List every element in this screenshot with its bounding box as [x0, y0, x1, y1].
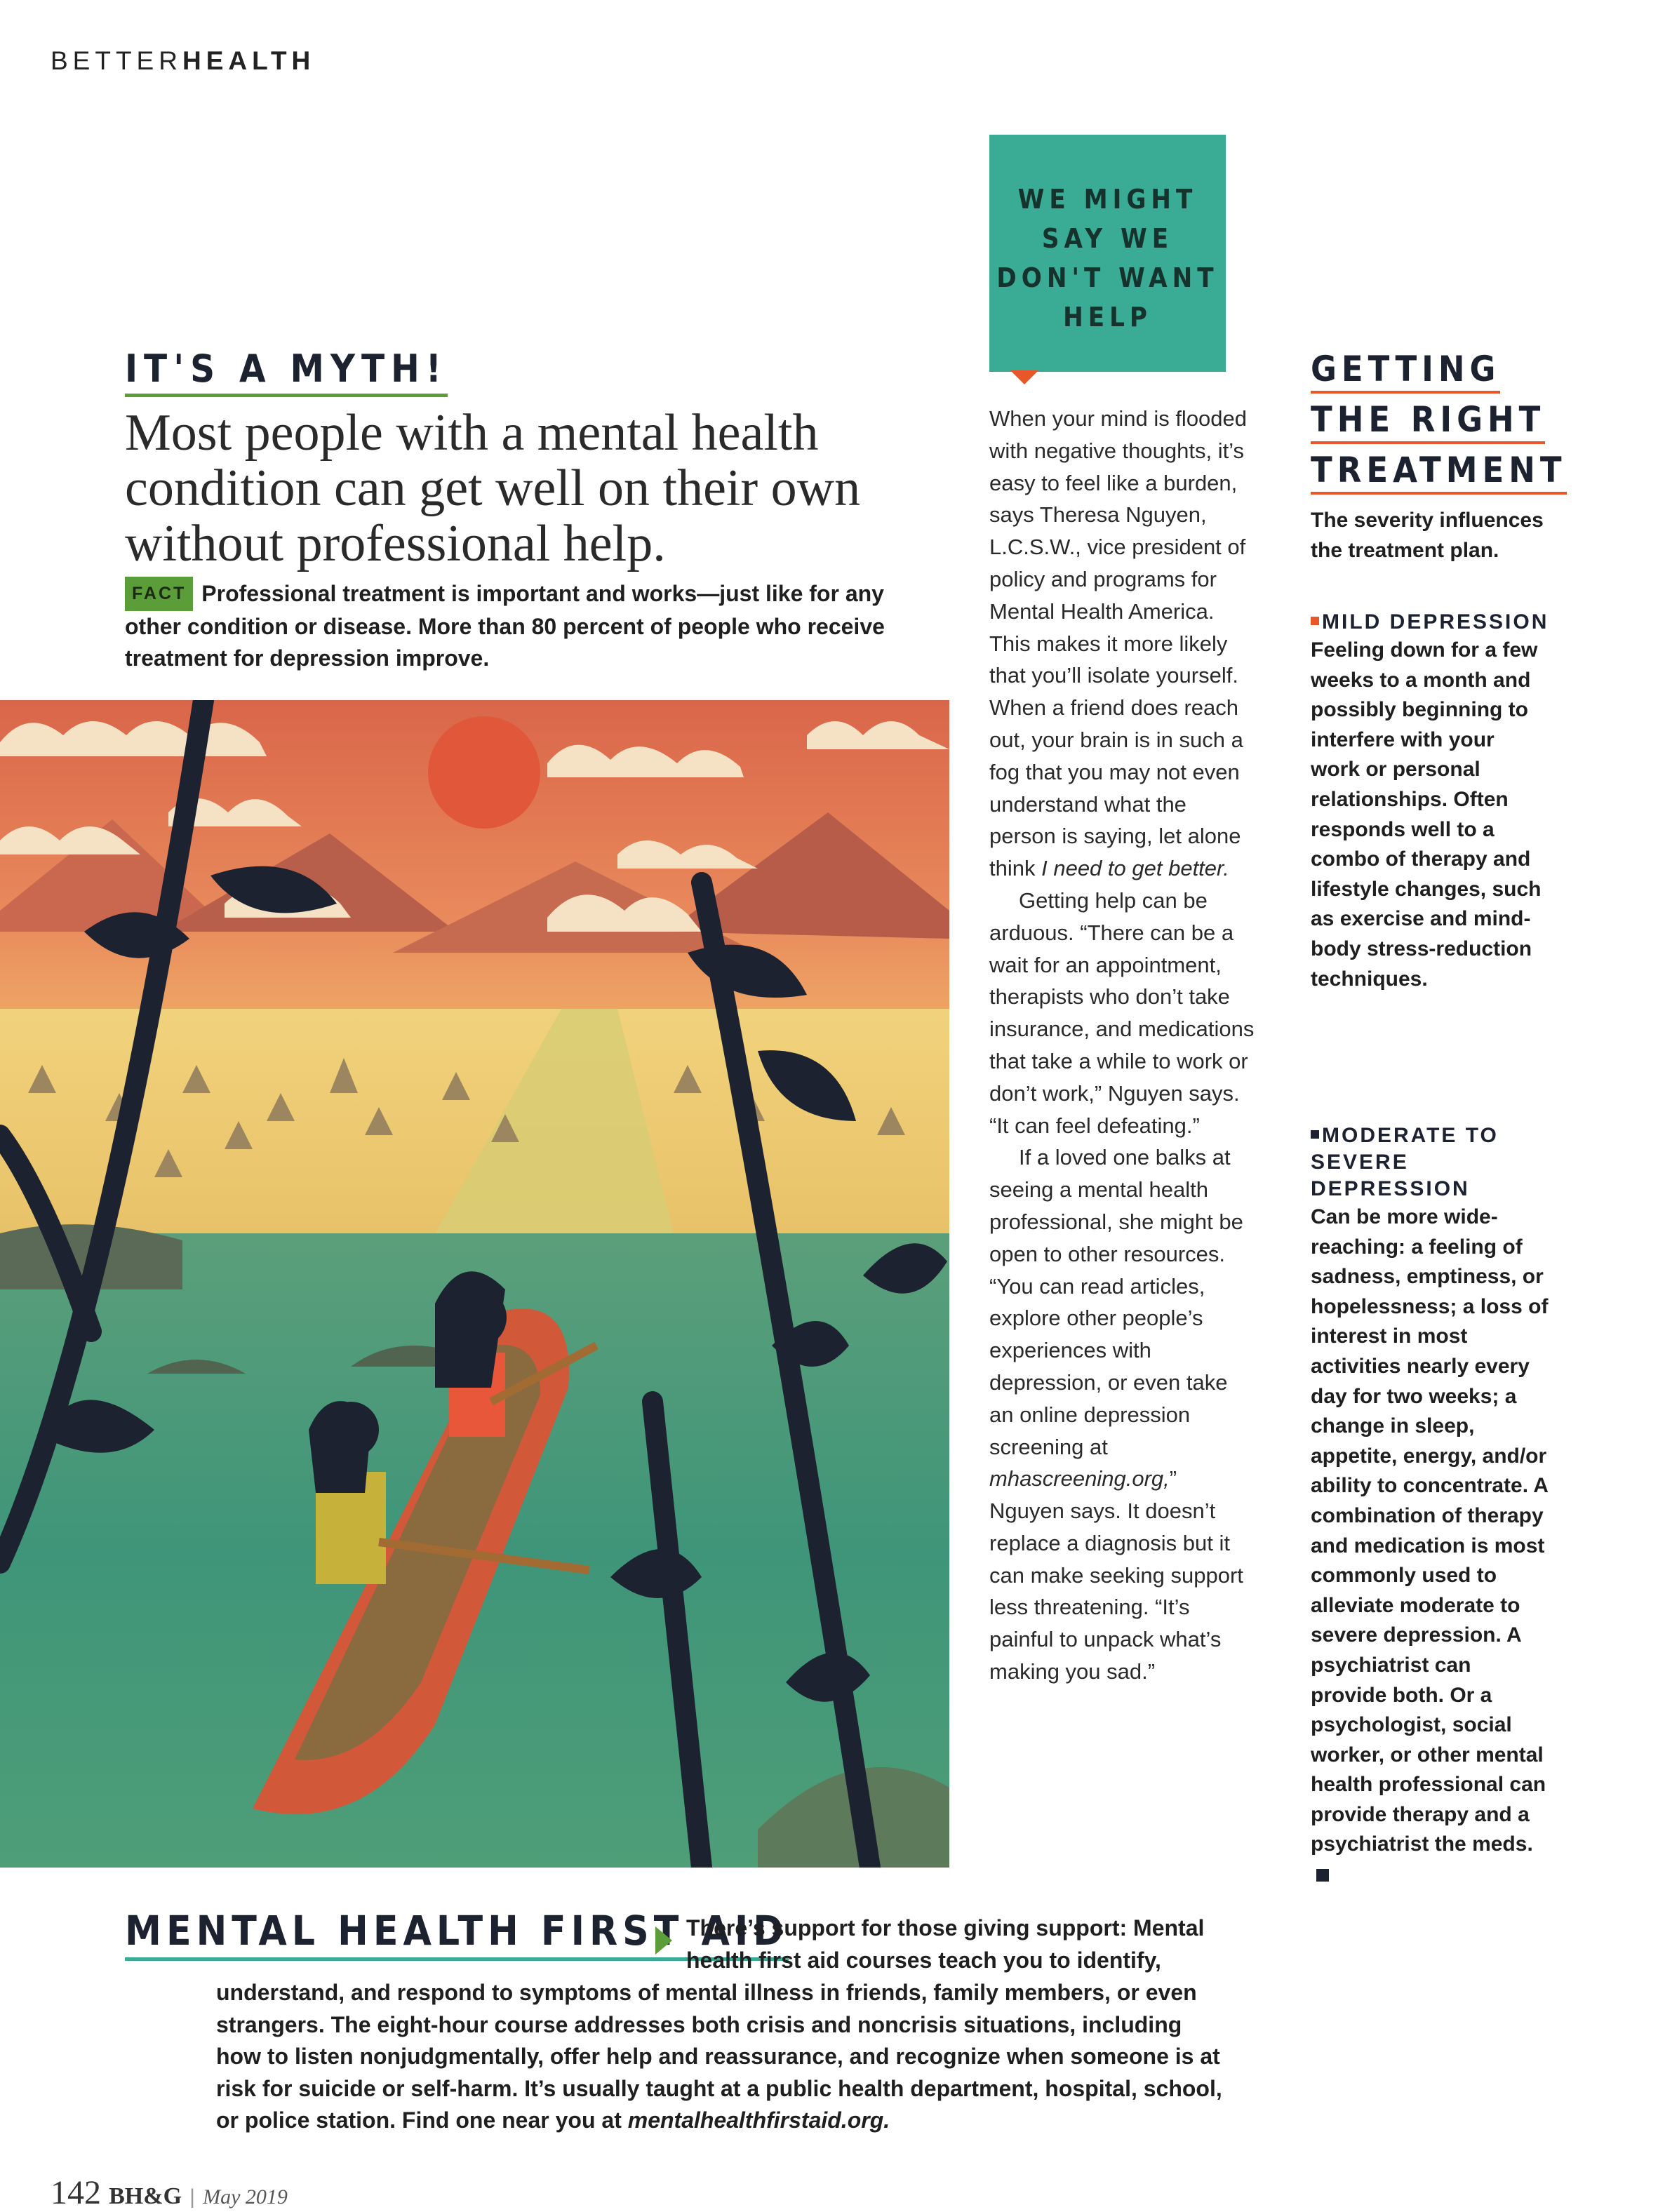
first-aid-body: understand, and respond to symptoms of mental illness in friends, family members, or even strangers. The eight-hour course addresses both crisis and noncrisis situations, including how to listen nonjudgmentally, offer help and reassurance, and recognize when someone is at risk for suicide or self-harm. It’s usually taught at a public health department, hospital, school, or police station. Find one near you at	[216, 1980, 1222, 2133]
canoe-illustration	[0, 700, 949, 1868]
brand-name: BH&G	[109, 2183, 182, 2209]
body-text: ” Nguyen says. It doesn’t replace a diagnosis but it can make seeking support less threatening. “It’s painful to unpack what’s making you sad.”	[989, 1466, 1243, 1684]
page-footer	[51, 2173, 288, 2212]
first-aid-text-lead: There’s support for those giving support: Mental health first aid courses teach you to identify,	[686, 1915, 1205, 1973]
mild-title-text: MILD DEPRESSION	[1322, 610, 1549, 634]
mod-title-text: MODERATE TO SEVERE DEPRESSION	[1311, 1124, 1499, 1200]
body-italic: I need to get better.	[1041, 856, 1229, 881]
body-paragraph-1	[989, 403, 1256, 885]
body-column	[989, 403, 1256, 1688]
first-aid-link[interactable]: mentalhealthfirstaid.org.	[627, 2107, 890, 2133]
moderate-depression-title	[1311, 1122, 1549, 1202]
first-aid-title: MENTAL HEALTH FIRST AID	[125, 1907, 789, 1961]
moderate-depression-section	[1311, 1122, 1549, 1890]
bullet-square-icon	[1311, 617, 1319, 625]
callout-line: DON'T WANT	[996, 262, 1219, 293]
sidebar-title-line: GETTING	[1311, 347, 1500, 394]
body-paragraph-2: Getting help can be arduous. “There can be a wait for an appointment, therapists who don’t take insurance, and medications that take a while to work or don’t work,” Nguyen says. “It can feel defeating.”	[989, 887, 1255, 1138]
issue-date: May 2019	[203, 2185, 288, 2208]
screening-link[interactable]: mhascreening.org,	[989, 1466, 1170, 1492]
sidebar-title-line: TREATMENT	[1311, 448, 1567, 495]
callout-heading	[989, 180, 1226, 337]
body-text: When your mind is flooded with negative thoughts, it’s easy to feel like a burden, says Theresa Nguyen, L.C.S.W., vice president of policy and programs for Mental Health America. This makes it more likely that you’ll isolate yourself. When a friend does reach out, your brain is in such a fog that you may not even understand what the person is saying, let alone think	[989, 406, 1248, 881]
section-label-light: BETTER	[51, 46, 182, 75]
callout-line: SAY WE	[1041, 223, 1174, 254]
body-paragraph-3	[989, 1141, 1256, 1688]
sidebar-title	[1311, 344, 1567, 495]
callout-line: HELP	[1063, 302, 1152, 333]
mild-depression-body: Feeling down for a few weeks to a month and possibly beginning to interfere with your work or personal relationships. Often responds well to a combo of therapy and lifestyle changes, such as exercise and mind-body stress-reduction techniques.	[1311, 638, 1542, 991]
arrow-right-icon	[655, 1926, 672, 1955]
body-text: If a loved one balks at seeing a mental health professional, she might be open to other resources. “You can read articles, explore other people’s experiences with depression, or even take an online depression screening at	[989, 1145, 1243, 1459]
end-mark-icon	[1316, 1869, 1329, 1882]
myth-headline: Most people with a mental health condition can get well on their own without professional help.	[125, 404, 861, 572]
mild-depression-section	[1311, 609, 1549, 994]
sidebar-intro: The severity influences the treatment plan.	[1311, 509, 1544, 562]
moderate-depression-body	[1311, 1202, 1549, 1890]
sidebar-title-line: THE RIGHT	[1311, 398, 1545, 444]
myth-label: IT'S A MYTH!	[125, 347, 448, 397]
callout-box	[989, 135, 1226, 372]
section-label-bold: HEALTH	[182, 46, 316, 75]
callout-line: WE MIGHT	[1017, 184, 1198, 215]
fact-paragraph	[125, 577, 946, 674]
page-number: 142	[51, 2174, 101, 2211]
bullet-square-icon	[1311, 1130, 1319, 1139]
section-header	[51, 46, 315, 76]
first-aid-text	[216, 1977, 1226, 2137]
fact-badge: FACT	[125, 577, 193, 611]
mild-depression-title	[1311, 609, 1549, 636]
mod-body-text: Can be more wide-reaching: a feeling of sadness, emptiness, or hopelessness; a loss of interest in most activities nearly every day for two weeks; a change in sleep, appetite, energy, and/or ability to concentrate. A combination of therapy and medication is most commonly used to alleviate moderate to severe depression. A psychiatrist can provide both. Or a psychologist, social worker, or other mental health professional can provide therapy and a psychiatrist the meds.	[1311, 1205, 1549, 1856]
fact-text: Professional treatment is important and works—just like for any other condition or disease. More than 80 percent of people who receive treatment for depression improve.	[125, 581, 885, 671]
footer-divider: |	[189, 2185, 195, 2208]
callout-pointer-icon	[1010, 370, 1038, 384]
